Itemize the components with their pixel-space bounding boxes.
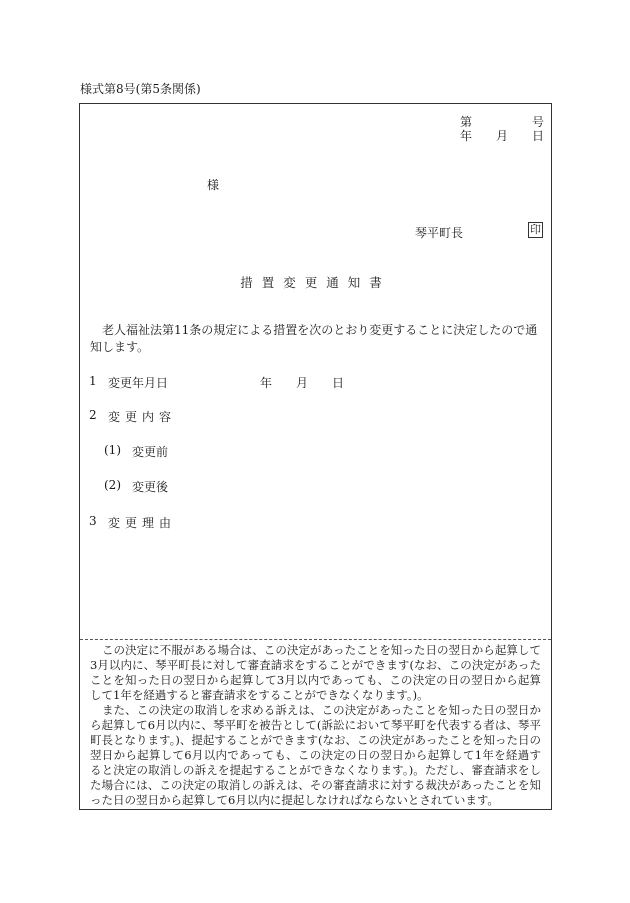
notice-form xyxy=(79,103,552,810)
date-month: 月 xyxy=(496,129,509,143)
sender-name: 琴平町長 xyxy=(415,226,464,240)
item1-number: 1 xyxy=(89,374,97,388)
date-year: 年 xyxy=(460,129,473,143)
item3-number: 3 xyxy=(89,514,97,528)
item1-day: 日 xyxy=(332,376,345,390)
date-day: 日 xyxy=(532,129,545,143)
body-text: 老人福祉法第11条の規定による措置を次のとおり変更することに決定したので通知します。 xyxy=(90,323,538,354)
sub2-number: (2) xyxy=(104,478,121,492)
item1-year: 年 xyxy=(260,376,273,390)
form-number-label: 様式第8号(第5条関係) xyxy=(80,82,201,96)
appeal-notice xyxy=(80,639,551,809)
item1-month: 月 xyxy=(296,376,309,390)
item3-label: 変更理由 xyxy=(108,516,177,530)
number-suffix: 号 xyxy=(532,115,545,129)
number-prefix: 第 xyxy=(460,115,473,129)
sub1-number: (1) xyxy=(104,443,121,457)
sub2-label: 変更後 xyxy=(132,480,169,494)
seal-mark: 印 xyxy=(530,223,541,236)
appeal-notice-paragraph-2: また、この決定の取消しを求める訴えは、この決定があったことを知った日の翌日から起算して6月以内に、琴平町を被告として(訴訟において琴平町を代表する者は、琴平町長となります。)、提起することができます(なお、この決定があったことを知った日の翌日から起算して6月以内であっても、この決定の日の翌日から起算して1年を経過すると決定の取消しの訴えを提起することができなくなります。)。ただし、審査請求をした場合には、この決定の取消しの訴えは、その審査請求に対する裁決があったことを知った日の翌日から起算して6月以内に提起しなければならないとされています。 xyxy=(90,703,541,807)
appeal-notice-paragraph-1: この決定に不服がある場合は、この決定があったことを知った日の翌日から起算して3月以内に、琴平町長に対して審査請求をすることができます(なお、この決定があったことを知った日の翌日から起算して3月以内であっても、この決定の日の翌日から起算して1年を経過すると審査請求をすることができなくなります。)。 xyxy=(90,643,541,702)
document-title: 措置変更通知書 xyxy=(240,275,391,290)
recipient-honorific: 様 xyxy=(207,178,220,192)
sub1-label: 変更前 xyxy=(132,445,169,459)
item2-label: 変更内容 xyxy=(108,410,177,424)
item1-label: 変更年月日 xyxy=(108,376,169,390)
item2-number: 2 xyxy=(89,408,97,422)
